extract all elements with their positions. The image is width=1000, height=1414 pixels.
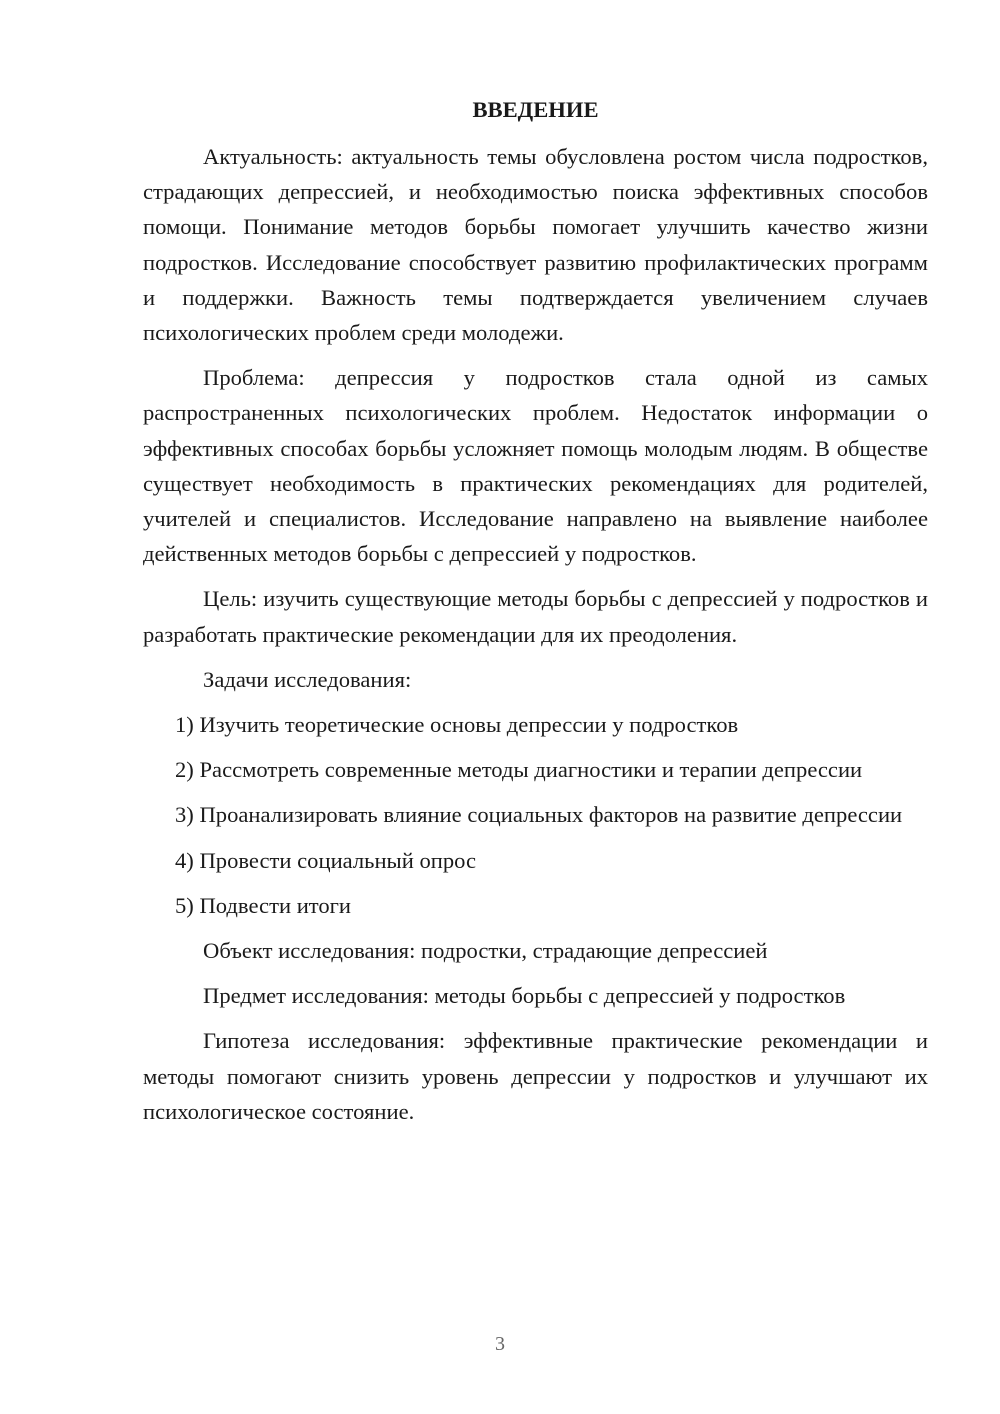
hypothesis-paragraph: Гипотеза исследования: эффективные практические рекомендации и методы помогают снизить уровень депрессии у подростков и улучшают их психологическое состояние. <box>143 1028 928 1124</box>
research-subject: Предмет исследования: методы борьбы с депрессией у подростков <box>203 983 846 1009</box>
problem-paragraph: Проблема: депрессия у подростков стала одной из самых распространенных психологических проблем. Недостаток информации о эффективных способах борьбы усложняет помощь молодым людям. В обществе существует необходимость в практических рекомендациях для родителей, учителей и специалистов. Исследование направлено на выявление наиболее действенных методов борьбы с депрессией у подростков. <box>143 365 928 567</box>
goal-paragraph: Цель: изучить существующие методы борьбы с депрессией у подростков и разработать практические рекомендации для их преодоления. <box>143 586 928 647</box>
tasks-heading: Задачи исследования: <box>203 666 412 692</box>
research-object: Объект исследования: подростки, страдающие депрессией <box>203 938 768 964</box>
page-title: ВВЕДЕНИЕ <box>472 97 599 122</box>
document-page <box>143 92 928 1139</box>
task-item-1: 1) Изучить теоретические основы депрессии у подростков <box>175 712 739 738</box>
task-item-3: 3) Проанализировать влияние социальных факторов на развитие депрессии <box>175 802 903 828</box>
task-item-2: 2) Рассмотреть современные методы диагностики и терапии депрессии <box>175 757 863 783</box>
task-item-4: 4) Провести социальный опрос <box>175 847 477 873</box>
relevance-paragraph: Актуальность: актуальность темы обусловлена ростом числа подростков, страдающих депрессией, и необходимостью поиска эффективных способов помощи. Понимание методов борьбы помогает улучшить качество жизни подростков. Исследование способствует развитию профилактических программ и поддержки. Важность темы подтверждается увеличением случаев психологических проблем среди молодежи. <box>143 144 928 346</box>
task-item-5: 5) Подвести итоги <box>175 892 352 918</box>
page-number: 3 <box>495 1333 505 1355</box>
